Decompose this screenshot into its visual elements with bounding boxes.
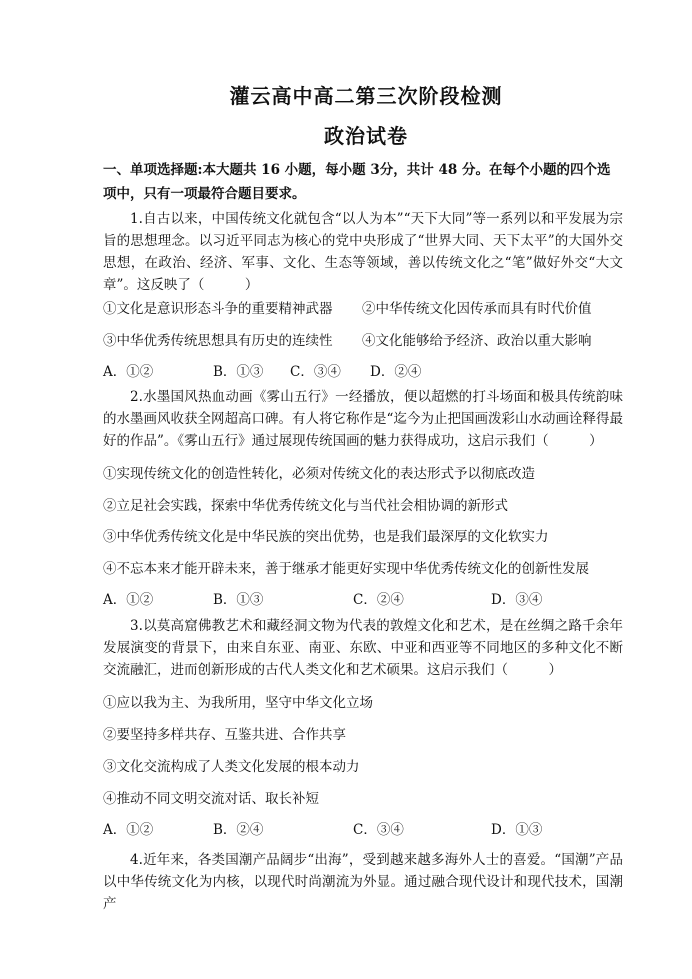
- q2-option-3: ③中华优秀传统文化是中华民族的突出优势，也是我们最深厚的文化软实力: [103, 529, 549, 545]
- q3-choice-b: B．②④: [213, 822, 264, 838]
- q3-choices: [103, 818, 623, 838]
- section-heading: [103, 158, 623, 206]
- q3-option-3: ③文化交流构成了人类文化发展的根本动力: [103, 759, 360, 775]
- question-3-stem: 3.以莫高窟佛教艺术和藏经洞文物为代表的敦煌文化和艺术，是在丝绸之路千余年发展演变的背景下，由来自东亚、南亚、东欧、中亚和西亚等不同地区的多种文化不断交流融汇，进而创新形成的古代人类文化和艺术硕果。这启示我们（ ）: [103, 618, 623, 678]
- q1-option-4: ④文化能够给予经济、政治以重大影响: [362, 333, 592, 349]
- q2-option-1: ①实现传统文化的创造性转化，必须对传统文化的表达形式予以彻底改造: [103, 466, 535, 482]
- q3-option-4: ④推动不同文明交流对话、取长补短: [103, 791, 319, 807]
- q2-choice-a: A．①②: [103, 592, 154, 608]
- q1-choices: [103, 360, 623, 380]
- question-2-stem: 2.水墨国风热血动画《雾山五行》一经播放，便以超燃的打斗场面和极具传统韵味的水墨画风收获全网超高口碑。有人将它称作是“迄今为止把国画泼彩山水动画诠释得最好的作品”。《雾山五行》通过展现传统国画的魅力获得成功，这启示我们（ ）: [103, 389, 623, 449]
- q1-choice-a: A．①②: [103, 364, 154, 380]
- q1-choice-d: D．②④: [370, 364, 422, 380]
- q3-option-2: ②要坚持多样共存、互鉴共进、合作共享: [103, 727, 346, 743]
- q3-choice-c: C．③④: [353, 822, 404, 838]
- q3-choice-d: D．①③: [491, 822, 543, 838]
- q1-option-1: ①文化是意识形态斗争的重要精神武器: [103, 301, 333, 317]
- q1-option-2: ②中华传统文化因传承而具有时代价值: [362, 301, 592, 317]
- exam-subtitle: 政治试卷: [324, 124, 408, 148]
- section-heading-text: 一、单项选择题:本大题共 16 小题，每小题 3分，共计 48 分。在每个小题的四个选项中，只有一项最符合题目要求。: [103, 162, 611, 202]
- q2-option-2: ②立足社会实践，探索中华优秀传统文化与当代社会相协调的新形式: [103, 498, 508, 514]
- q1-choice-b: B．①③: [213, 364, 264, 380]
- q2-option-4: ④不忘本来才能开辟未来，善于继承才能更好实现中华优秀传统文化的创新性发展: [103, 561, 589, 577]
- q1-choice-c: C．③④: [290, 364, 341, 380]
- q3-choice-a: A．①②: [103, 822, 154, 838]
- q2-choice-b: B．①③: [213, 592, 264, 608]
- q2-choice-c: C．②④: [353, 592, 404, 608]
- q2-choice-d: D．③④: [491, 592, 543, 608]
- exam-title: 灌云高中高二第三次阶段检测: [229, 84, 503, 108]
- q3-option-1: ①应以我为主、为我所用，坚守中华文化立场: [103, 695, 373, 711]
- q2-choices: [103, 588, 623, 608]
- question-1-stem: 1.自古以来，中国传统文化就包含“以人为本”“天下大同”等一系列以和平发展为宗旨的思想理念。以习近平同志为核心的党中央形成了“世界大同、天下太平”的大国外交思想，在政治、经济、军事、文化、生态等领域，善以传统文化之“笔”做好外交“大文章”。这反映了（ ）: [103, 211, 623, 293]
- q1-option-3: ③中华优秀传统思想具有历史的连续性: [103, 333, 333, 349]
- question-4-stem: 4.近年来，各类国潮产品阔步“出海”，受到越来越多海外人士的喜爱。“国潮”产品以中华传统文化为内核，以现代时尚潮流为外显。通过融合现代设计和现代技术，国潮产: [103, 852, 623, 912]
